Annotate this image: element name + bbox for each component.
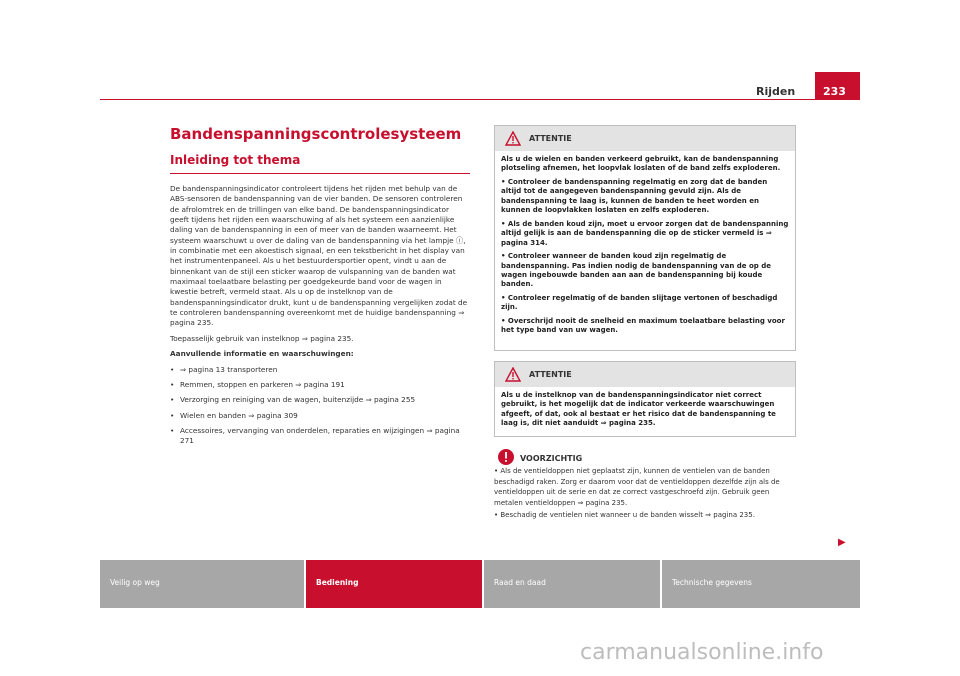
caution-header — [494, 448, 794, 466]
caution-title: VOORZICHTIG — [520, 454, 583, 463]
list-item: • ⇒ pagina 13 transporteren — [170, 365, 470, 375]
warning-title: ATTENTIE — [529, 134, 572, 143]
list-item: • Remmen, stoppen en parkeren ⇒ pagina 191 — [170, 380, 470, 390]
header-rule — [100, 99, 860, 100]
warning-body — [495, 151, 795, 345]
warning-box-2 — [494, 361, 796, 437]
warning-triangle-icon — [505, 131, 521, 146]
watermark: carmanualsonline.info — [580, 640, 824, 665]
subtitle: Inleiding tot thema — [170, 153, 301, 167]
exclamation-circle-icon — [497, 448, 515, 466]
warning-paragraph: • Controleer wanneer de banden koud zijn regelmatig de bandenspanning. Pas indien nodig de bandenspanning van de op de wagen ingebouwde banden aan aan de bandenspanning bij koude banden. — [501, 252, 771, 289]
header-title: Rijden — [756, 85, 796, 98]
left-column — [170, 184, 470, 452]
list-item: • Accessoires, vervanging van onderdelen, reparaties en wijzigingen ⇒ pagina 271 — [170, 426, 470, 447]
warning-paragraph: Als u de instelknop van de bandenspanningsindicator niet correct gebruikt, is het mogelijk dat de indicator verkeerde waarschuwingen afgeeft, of dat, ook al bestaat er het risico dat de bandenspanning te laag is, dit niet aanduidt ⇒ pagina 235. — [501, 391, 776, 428]
additional-title: Aanvullende informatie en waarschuwingen: — [170, 349, 354, 359]
applicable-paragraph: Toepasselijk gebruik van instelknop ⇒ pagina 235. — [170, 333, 354, 343]
warning-paragraph: Als u de wielen en banden verkeerd gebruikt, kan de bandenspanning plotseling afnemen, het loopvlak loslaten of de band zelfs exploderen. — [501, 155, 781, 173]
footer-tab-label: Bediening — [316, 578, 359, 587]
footer-tab-raad-en-daad[interactable] — [484, 560, 660, 608]
caution-paragraph: • Beschadig de ventielen niet wanneer u de banden wisselt ⇒ pagina 235. — [494, 511, 755, 519]
subtitle-rule — [170, 173, 470, 174]
list-item: • Wielen en banden ⇒ pagina 309 — [170, 411, 470, 421]
footer-tab-label: Raad en daad — [494, 578, 546, 587]
intro-paragraph: De bandenspanningsindicator controleert tijdens het rijden met behulp van de ABS-sensoren de bandenspanning van de vier banden. De sensoren controleren de afrolomtrek en de trillingen van elke band. De bandenspanningsindicator geeft tijdens het rijden een waarschuwing af als het systeem een aanzienlijke daling van de bandenspanning in een of meer van de banden waarneemt. Het systeem waarschuwt u over de daling van de bandenspanning via het lampje ⓘ, in combinatie met een akoestisch signaal, en een tekstbericht in het display van het instrumentenpaneel. Als u het bestuurdersportier opent, vindt u aan de binnenkant van de stijl een sticker waarop de vulspanning van de banden wat maximaal toelaatbare belasting per goedgekeurde band voor de wagen in kwestie betreft, vermeld staat. Als u op de instelknop van de bandenspanningsindicator drukt, kunt u de bandenspanning vergelijken zodat de te controleren bandenspanning overeenkomt met de huidige bandenspanning ⇒ pagina 235. — [170, 184, 468, 328]
page-number: 233 — [823, 85, 846, 98]
caution-body — [494, 466, 794, 523]
warning-paragraph: • Overschrijd nooit de snelheid en maximum toelaatbare belasting voor het type band van uw wagen. — [501, 316, 785, 335]
additional-list — [170, 365, 470, 447]
warning-box-header — [495, 362, 795, 387]
warning-paragraph: • Controleer regelmatig of de banden slijtage vertonen of beschadigd zijn. — [501, 293, 778, 312]
warning-triangle-icon — [505, 367, 521, 382]
list-item: • Verzorging en reiniging van de wagen, buitenzijde ⇒ pagina 255 — [170, 395, 470, 405]
warning-box-1 — [494, 125, 796, 351]
warning-paragraph: • Controleer de bandenspanning regelmatig en zorg dat de banden altijd tot de aangegeven bandenspanning gevuld zijn. Als de bandenspanning te laag is, kunnen de banden te heet worden en kunnen de loopvlakken loslaten en zelfs exploderen. — [501, 177, 768, 215]
footer-tab-label: Technische gegevens — [672, 578, 752, 587]
warning-title: ATTENTIE — [529, 370, 572, 379]
footer-tab-technische-gegevens[interactable] — [662, 560, 860, 608]
warning-paragraph: • Als de banden koud zijn, moet u ervoor zorgen dat de bandenspanning altijd gelijk is aan de bandenspanning die op de sticker vermeld is ⇒ pagina 314. — [501, 219, 789, 247]
footer-tab-veilig-op-weg[interactable] — [100, 560, 304, 608]
caution-paragraph: • Als de ventieldoppen niet geplaatst zijn, kunnen de ventielen van de banden beschadigd raken. Zorg er daarom voor dat de ventieldoppen dezelfde zijn als de ventieldoppen uit de serie en dat ze correct vastgeschroefd zijn. Gebruik geen metalen ventieldoppen ⇒ pagina 235. — [494, 467, 780, 507]
warning-body — [495, 387, 795, 438]
warning-box-header — [495, 126, 795, 151]
footer-tab-label: Veilig op weg — [110, 578, 160, 587]
footer-tab-bediening[interactable] — [306, 560, 482, 608]
section-title: Bandenspanningscontrolesysteem — [170, 125, 462, 143]
continue-arrow-icon: ▶ — [838, 537, 846, 548]
